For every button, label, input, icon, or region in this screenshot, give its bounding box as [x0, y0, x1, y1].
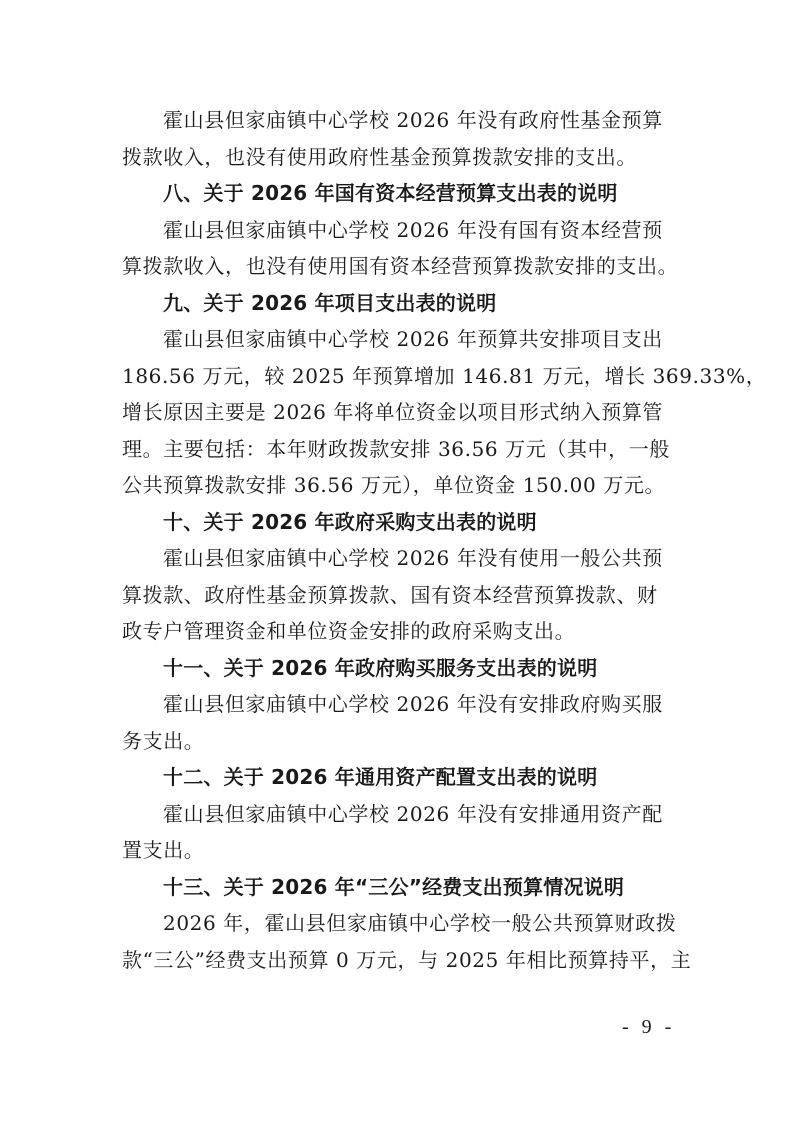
- paragraph-line: 置支出。: [122, 838, 205, 862]
- section-heading-8: 八、关于 2026 年国有资本经营预算支出表的说明: [163, 181, 618, 205]
- page-number: - 9 -: [622, 1016, 676, 1038]
- paragraph-line: 霍山县但家庙镇中心学校 2026 年没有安排通用资产配: [163, 801, 663, 826]
- paragraph-line: 务支出。: [122, 728, 205, 753]
- paragraph-line: 政专户管理资金和单位资金安排的政府采购支出。: [122, 619, 576, 643]
- document-page: [122, 102, 767, 978]
- paragraph-line: 霍山县但家庙镇中心学校 2026 年预算共安排项目支出: [163, 327, 663, 351]
- paragraph-line: 拨款收入，也没有使用政府性基金预算拨款安排的支出。: [122, 144, 637, 169]
- paragraph-line: 款“三公”经费支出预算 0 万元，与 2025 年相比预算持平，主: [122, 947, 692, 972]
- section-heading-10: 十、关于 2026 年政府采购支出表的说明: [163, 509, 537, 534]
- paragraph-line: 算拨款收入，也没有使用国有资本经营预算拨款安排的支出。: [122, 254, 679, 278]
- paragraph-line: 霍山县但家庙镇中心学校 2026 年没有国有资本经营预: [163, 217, 663, 242]
- paragraph-line: 霍山县但家庙镇中心学校 2026 年没有使用一般公共预: [163, 546, 663, 570]
- section-heading-11: 十一、关于 2026 年政府购买服务支出表的说明: [163, 655, 598, 680]
- paragraph-line: 理。主要包括：本年财政拨款安排 36.56 万元（其中，一般: [122, 436, 670, 461]
- section-heading-12: 十二、关于 2026 年通用资产配置支出表的说明: [163, 765, 598, 789]
- paragraph-line: 增长原因主要是 2026 年将单位资金以项目形式纳入预算管: [122, 400, 664, 424]
- paragraph-line: 算拨款、政府性基金预算拨款、国有资本经营预算拨款、财: [122, 582, 658, 607]
- section-heading-9: 九、关于 2026 年项目支出表的说明: [163, 290, 497, 315]
- paragraph-line: 186.56 万元，较 2025 年预算增加 146.81 万元，增长 369.33%，: [122, 363, 767, 388]
- paragraph-line: 霍山县但家庙镇中心学校 2026 年没有安排政府购买服: [163, 692, 663, 716]
- paragraph-line: 霍山县但家庙镇中心学校 2026 年没有政府性基金预算: [163, 108, 663, 132]
- paragraph-line: 公共预算拨款安排 36.56 万元），单位资金 150.00 万元。: [122, 473, 666, 497]
- section-heading-13: 十三、关于 2026 年“三公”经费支出预算情况说明: [163, 874, 625, 899]
- paragraph-line: 2026 年，霍山县但家庙镇中心学校一般公共预算财政拨: [163, 911, 677, 935]
